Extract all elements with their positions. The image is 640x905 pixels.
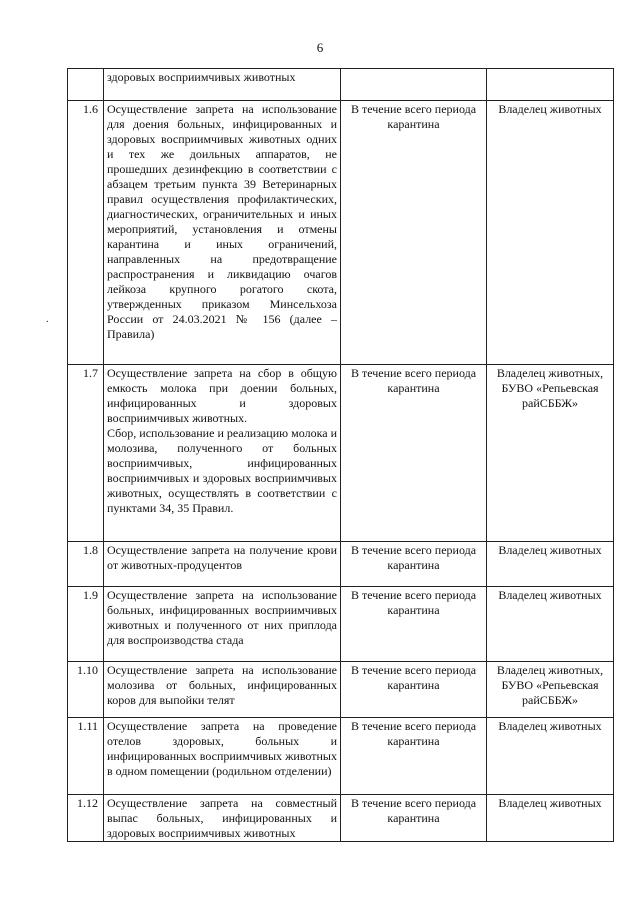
- term-cell: В течение всего периода карантина: [341, 587, 487, 662]
- action-cell: [104, 795, 341, 842]
- term-cell: [341, 69, 487, 101]
- table-row: [68, 69, 614, 101]
- table-row: [68, 795, 614, 842]
- table-row: [68, 662, 614, 718]
- action-cell: [104, 101, 341, 365]
- responsible-cell: Владелец животных, БУВО «Репьевская райСББЖ»: [487, 365, 614, 542]
- action-cell: [104, 718, 341, 795]
- action-text: Осуществление запрета на использование молозива от больных, инфицированных коров для выпойки телят: [107, 663, 337, 707]
- table-row: [68, 101, 614, 365]
- item-number: 1.8: [68, 542, 104, 587]
- action-cell: [104, 662, 341, 718]
- item-number: 1.9: [68, 587, 104, 662]
- responsible-cell: Владелец животных: [487, 542, 614, 587]
- item-number: 1.11: [68, 718, 104, 795]
- table-row: [68, 365, 614, 542]
- item-number: 1.10: [68, 662, 104, 718]
- table-row: [68, 542, 614, 587]
- action-cell: [104, 365, 341, 542]
- responsible-cell: Владелец животных: [487, 587, 614, 662]
- action-text: Осуществление запрета на использование больных, инфицированных восприимчивых животных и полученного от них приплода для воспроизводства стада: [107, 588, 337, 647]
- action-text: Осуществление запрета на проведение отелов здоровых, больных и инфицированных восприимчивых животных в одном помещении (родильном отделении): [107, 719, 337, 778]
- action-text: здоровых восприимчивых животных: [107, 70, 296, 84]
- term-cell: В течение всего периода карантина: [341, 718, 487, 795]
- action-cell: [104, 587, 341, 662]
- table-body: [68, 69, 614, 842]
- term-cell: В течение всего периода карантина: [341, 542, 487, 587]
- term-cell: В течение всего периода карантина: [341, 101, 487, 365]
- action-text: Осуществление запрета на совместный выпас больных, инфицированных и здоровых восприимчивых животных: [107, 796, 337, 840]
- item-number: [68, 69, 104, 101]
- table-row: [68, 587, 614, 662]
- action-text: Осуществление запрета на сбор в общую емкость молока при доении больных, инфицированных и здоровых восприимчивых животных. Сбор, использование и реализацию молока и молозива, полученного от больных восприимчивых, инфицированных восприимчивых и здоровых восприимчивых животных, осуществлять в соответствии с пунктами 34, 35 Правил.: [107, 366, 337, 515]
- action-cell: [104, 542, 341, 587]
- action-text: Осуществление запрета на использование для доения больных, инфицированных и здоровых восприимчивых животных одних и тех же доильных аппаратов, не прошедших дезинфекцию в соответствии с абзацем третьим пункта 39 Ветеринарных правил осуществления профилактических, диагностических, ограничительных и иных мероприятий, установления и отмены карантина и иных ограничений, направленных на предотвращение распространения и ликвидацию очагов лейкоза крупного рогатого скота, утвержденных приказом Минсельхоза России от 24.03.2021 № 156 (далее – Правила): [107, 102, 337, 341]
- item-number: 1.6: [68, 101, 104, 365]
- measures-table: [67, 68, 614, 842]
- term-cell: В течение всего периода карантина: [341, 365, 487, 542]
- action-text: Осуществление запрета на получение крови от животных-продуцентов: [107, 543, 337, 572]
- responsible-cell: Владелец животных: [487, 101, 614, 365]
- responsible-cell: Владелец животных: [487, 795, 614, 842]
- responsible-cell: Владелец животных, БУВО «Репьевская райСББЖ»: [487, 662, 614, 718]
- item-number: 1.7: [68, 365, 104, 542]
- table-row: [68, 718, 614, 795]
- term-cell: В течение всего периода карантина: [341, 795, 487, 842]
- action-cell: [104, 69, 341, 101]
- item-number: 1.12: [68, 795, 104, 842]
- margin-mark: .: [46, 314, 49, 325]
- responsible-cell: [487, 69, 614, 101]
- responsible-cell: Владелец животных: [487, 718, 614, 795]
- page-number: 6: [316, 40, 324, 55]
- term-cell: В течение всего периода карантина: [341, 662, 487, 718]
